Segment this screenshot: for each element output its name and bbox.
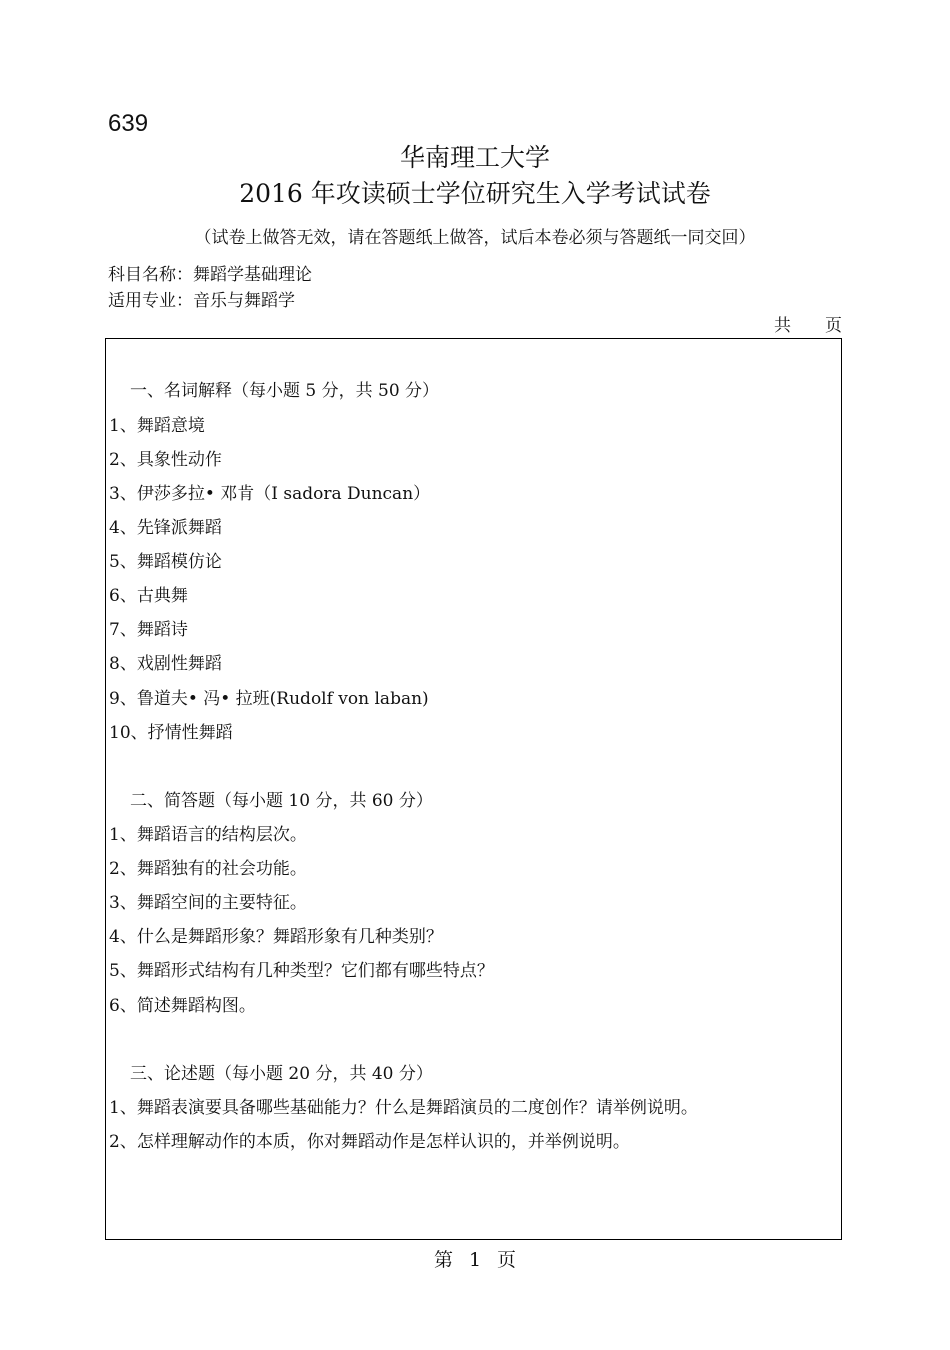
question-item: 2、怎样理解动作的本质，你对舞蹈动作是怎样认识的，并举例说明。 bbox=[109, 1132, 630, 1152]
subject-name: 科目名称：舞蹈学基础理论 bbox=[108, 265, 312, 285]
question-item: 5、舞蹈形式结构有几种类型？它们都有哪些特点？ bbox=[109, 961, 494, 981]
section-heading: 一、名词解释（每小题 5 分，共 50 分） bbox=[130, 381, 440, 401]
footer-page-number: 1 bbox=[468, 1249, 482, 1271]
section-heading: 二、简答题（每小题 10 分，共 60 分） bbox=[130, 791, 433, 811]
question-item: 3、伊莎多拉• 邓肯（I sadora Duncan） bbox=[109, 484, 431, 504]
footer-prefix: 第 bbox=[433, 1249, 453, 1271]
exam-note: （试卷上做答无效，请在答题纸上做答，试后本卷必须与答题纸一同交回） bbox=[194, 228, 756, 248]
question-item: 3、舞蹈空间的主要特征。 bbox=[109, 893, 307, 913]
exam-code: 639 bbox=[108, 110, 149, 137]
question-item: 9、鲁道夫• 冯• 拉班(Rudolf von laban) bbox=[109, 689, 429, 709]
question-item: 7、舞蹈诗 bbox=[109, 620, 188, 640]
question-item: 6、古典舞 bbox=[109, 586, 188, 606]
page-footer bbox=[0, 1246, 950, 1274]
question-item: 4、什么是舞蹈形象？舞蹈形象有几种类别？ bbox=[109, 927, 443, 947]
question-item: 4、先锋派舞蹈 bbox=[109, 518, 222, 538]
question-item: 10、抒情性舞蹈 bbox=[109, 723, 233, 743]
section-heading: 三、论述题（每小题 20 分，共 40 分） bbox=[130, 1064, 433, 1084]
question-item: 1、舞蹈表演要具备哪些基础能力？什么是舞蹈演员的二度创作？请举例说明。 bbox=[109, 1098, 698, 1118]
university-name: 华南理工大学 bbox=[399, 143, 550, 172]
question-item: 1、舞蹈意境 bbox=[109, 416, 205, 436]
question-item: 6、简述舞蹈构图。 bbox=[109, 996, 256, 1016]
question-box bbox=[105, 338, 842, 1240]
question-item: 2、具象性动作 bbox=[109, 450, 222, 470]
question-item: 1、舞蹈语言的结构层次。 bbox=[109, 825, 307, 845]
exam-title: 2016 年攻读硕士学位研究生入学考试试卷 bbox=[239, 179, 711, 208]
question-item: 2、舞蹈独有的社会功能。 bbox=[109, 859, 307, 879]
footer-suffix: 页 bbox=[497, 1249, 517, 1271]
question-item: 8、戏剧性舞蹈 bbox=[109, 654, 222, 674]
question-item: 5、舞蹈模仿论 bbox=[109, 552, 222, 572]
applicable-major: 适用专业：音乐与舞蹈学 bbox=[108, 291, 295, 311]
total-pages-label: 共 页 bbox=[774, 316, 842, 336]
